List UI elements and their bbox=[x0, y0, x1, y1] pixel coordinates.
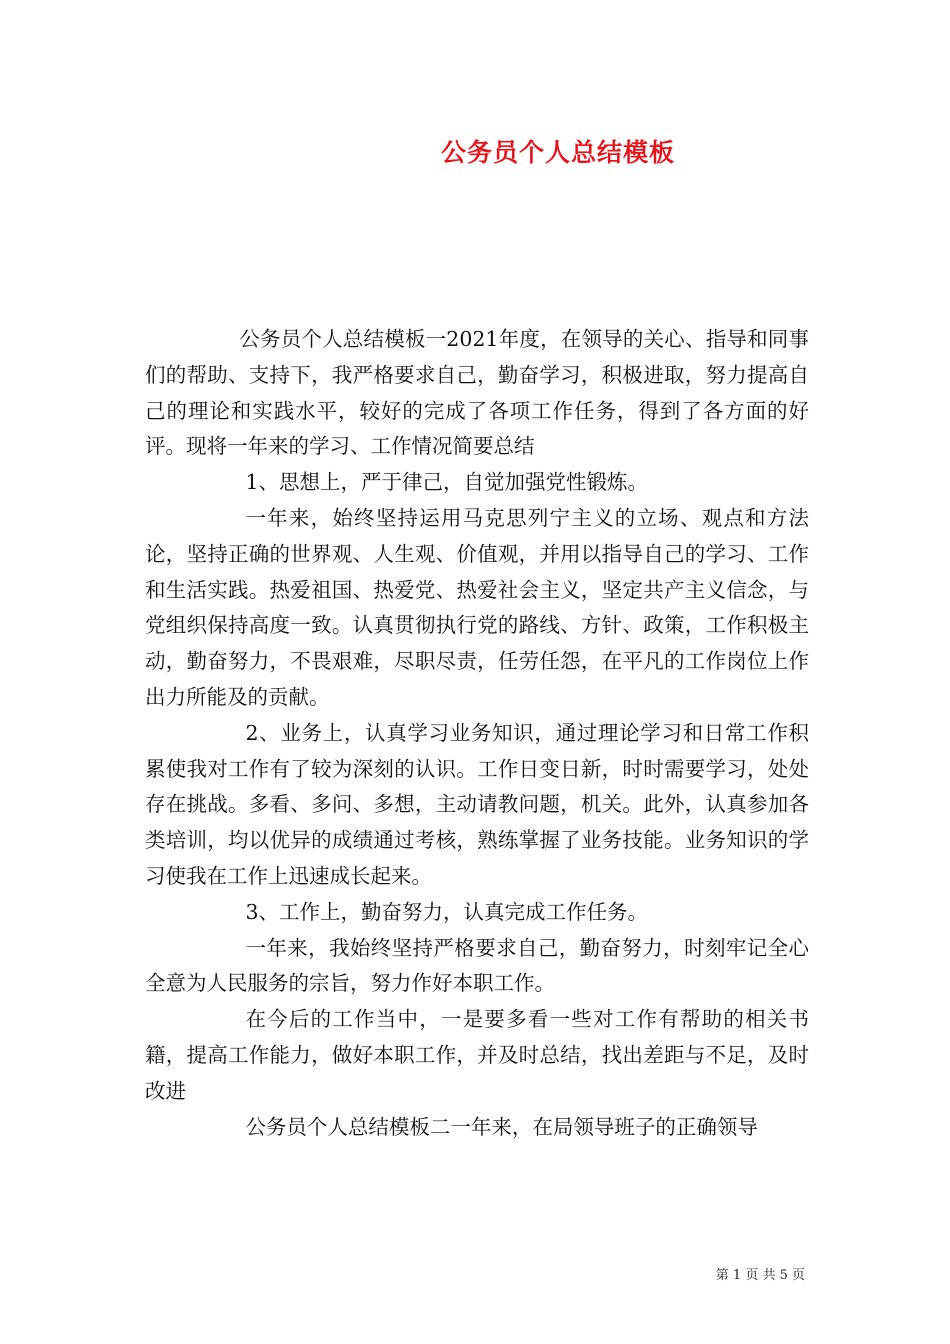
paragraph-future-plan: 在今后的工作当中，一是要多看一些对工作有帮助的相关书籍，提高工作能力，做好本职工作，并及时总结，找出差距与不足，及时改进 bbox=[145, 1007, 809, 1103]
paragraph-section-2: 2、业务上，认真学习业务知识，通过理论学习和日常工作积累使我对工作有了较为深刻的认识。工作日变日新，时时需要学习，处处存在挑战。多看、多问、多想，主动请教问题，机关。此外，认真参加各类培训，均以优异的成绩通过考核，熟练掌握了业务技能。业务知识的学习使我在工作上迅速成长起来。 bbox=[145, 720, 809, 888]
paragraph-section-1-body: 一年来，始终坚持运用马克思列宁主义的立场、观点和方法论，坚持正确的世界观、人生观、价值观，并用以指导自己的学习、工作和生活实践。热爱祖国、热爱党、热爱社会主义，坚定共产主义信念，与党组织保持高度一致。认真贯彻执行党的路线、方针、政策，工作积极主动，勤奋努力，不畏艰难，尽职尽责，任劳任怨，在平凡的工作岗位上作出力所能及的贡献。 bbox=[145, 505, 809, 709]
paragraph-template-two: 公务员个人总结模板二一年来，在局领导班子的正确领导 bbox=[245, 1114, 758, 1139]
document-title: 公务员个人总结模板 bbox=[440, 138, 675, 167]
paragraph-section-1-heading: 1、思想上，严于律己，自觉加强党性锻炼。 bbox=[245, 470, 648, 495]
paragraph-section-3-body: 一年来，我始终坚持严格要求自己，勤奋努力，时刻牢记全心全意为人民服务的宗旨，努力作好本职工作。 bbox=[145, 935, 809, 996]
document-body bbox=[145, 322, 809, 1145]
paragraph-section-3-heading: 3、工作上，勤奋努力，认真完成工作任务。 bbox=[245, 899, 648, 924]
paragraph-intro: 公务员个人总结模板一2021年度，在领导的关心、指导和同事们的帮助、支持下，我严格要求自己，勤奋学习，积极进取，努力提高自己的理论和实践水平，较好的完成了各项工作任务，得到了各方面的好评。现将一年来的学习、工作情况简要总结 bbox=[145, 327, 809, 459]
page-number-footer: 第 1 页 共 5 页 bbox=[715, 1268, 805, 1283]
